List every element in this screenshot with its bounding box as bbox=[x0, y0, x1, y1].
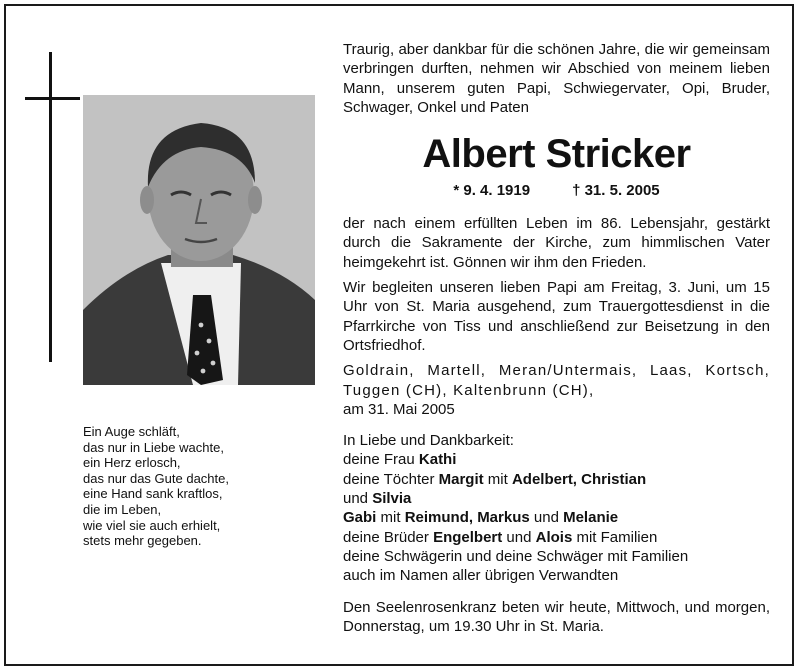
mourner-name: Melanie bbox=[563, 509, 619, 527]
mourner-text: mit bbox=[483, 470, 512, 488]
mourner-line: deine Schwägerin und deine Schwäger mit Familien bbox=[343, 547, 689, 565]
mourner-name: Margit bbox=[438, 470, 484, 488]
mourner-line bbox=[343, 450, 770, 469]
mourners-heading: In Liebe und Dankbarkeit: bbox=[343, 432, 514, 450]
mourner-text: deine Töchter bbox=[343, 470, 439, 488]
mourner-text: und bbox=[529, 509, 564, 527]
portrait-photo bbox=[83, 95, 315, 385]
mourner-name: Gabi bbox=[343, 509, 377, 527]
mourner-line bbox=[343, 489, 770, 508]
mourner-line bbox=[343, 508, 770, 527]
mourner-name: Adelbert, Christian bbox=[511, 470, 647, 488]
mourner-line bbox=[343, 470, 770, 489]
mourner-name: Reimund, Markus bbox=[404, 509, 530, 527]
poem-line: eine Hand sank kraftlos, bbox=[83, 486, 223, 502]
mourner-text: und bbox=[343, 490, 373, 508]
mourner-text: mit bbox=[376, 509, 405, 527]
mourner-text: deine Brüder bbox=[343, 528, 434, 546]
mourner-name: Silvia bbox=[372, 490, 412, 508]
birth-date: * 9. 4. 1919 bbox=[453, 182, 531, 200]
notice-text bbox=[343, 40, 770, 636]
poem-line: die im Leben, bbox=[83, 501, 162, 517]
death-date: † 31. 5. 2005 bbox=[572, 182, 660, 200]
funeral-paragraph: Wir begleiten unseren lieben Papi am Freitag, 3. Juni, um 15 Uhr von St. Maria ausgehend, zum Trauergottesdienst in die Pfarrkirche von Tiss und anschließend zur Beisetzung in den Ortsfriedhof. bbox=[343, 279, 770, 354]
deceased-name: Albert Stricker bbox=[422, 132, 691, 177]
place-date: am 31. Mai 2005 bbox=[343, 400, 455, 418]
mourner-line: auch im Namen aller übrigen Verwandten bbox=[343, 567, 619, 585]
mourner-name: Kathi bbox=[418, 451, 457, 469]
poem bbox=[83, 424, 323, 549]
mourner-text: mit Familien bbox=[572, 528, 658, 546]
mourner-name: Engelbert bbox=[433, 528, 503, 546]
rosary-paragraph: Den Seelenrosenkranz beten wir heute, Mittwoch, und morgen, Donnerstag, um 19.30 Uhr in St. Maria. bbox=[343, 598, 770, 635]
mourner-text: und bbox=[502, 528, 536, 546]
poem-line: das nur in Liebe wachte, bbox=[83, 439, 224, 455]
places-list: Goldrain, Martell, Meran/Untermais, Laas, Kortsch, Tuggen (CH), Kaltenbrunn (CH), bbox=[343, 362, 770, 399]
life-dates bbox=[343, 182, 770, 200]
mourner-line bbox=[343, 528, 770, 547]
poem-line: stets mehr gegeben. bbox=[83, 533, 202, 549]
mourner-text: deine Frau bbox=[343, 451, 419, 469]
poem-line: ein Herz erlosch, bbox=[83, 455, 181, 471]
cross-icon-bar bbox=[25, 97, 80, 100]
life-paragraph: der nach einem erfüllten Leben im 86. Lebensjahr, gestärkt durch die Sakramente der Kirche, zum himmlischen Vater heimgekehrt ist. Gönnen wir ihm den Frieden. bbox=[343, 215, 770, 271]
intro-paragraph: Traurig, aber dankbar für die schönen Jahre, die wir gemeinsam verbringen durften, nehmen wir Abschied von meinem lieben Mann, unserem guten Papi, Schwiegervater, Opi, Bruder, Schwager, Onkel und Paten bbox=[343, 41, 770, 116]
poem-line: das nur das Gute dachte, bbox=[83, 470, 229, 486]
mourner-name: Alois bbox=[535, 528, 573, 546]
poem-line: wie viel sie auch erhielt, bbox=[83, 517, 221, 533]
poem-line: Ein Auge schläft, bbox=[83, 424, 180, 439]
